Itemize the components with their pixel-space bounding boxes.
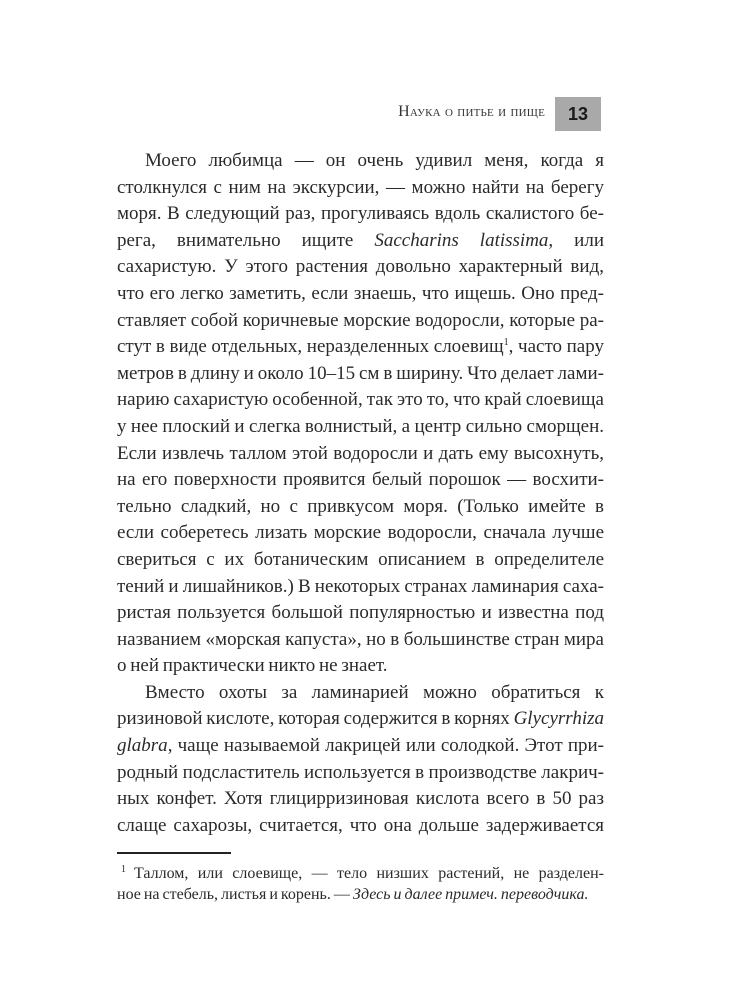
text-line: [117, 882, 604, 907]
text-segment: свериться с их ботаническим описанием в определителе: [117, 548, 604, 570]
italic-text: Здесь и далее примеч. переводчика.: [352, 886, 589, 903]
text-line: [117, 281, 604, 308]
text-segment: Таллом, или слоевище, — тело низших растений, не разделен-: [134, 865, 604, 882]
text-segment: , или: [548, 229, 604, 251]
text-segment: на его поверхности проявится белый порошок — восхити-: [117, 469, 604, 491]
italic-text: glabra: [117, 735, 168, 757]
text-segment: моря. В следующий раз, прогуливаясь вдоль скалистого бе-: [117, 203, 604, 225]
text-line: [117, 653, 604, 680]
text-line: [117, 467, 604, 494]
running-title: Наука о питье и пище: [398, 103, 545, 120]
text-line: [117, 627, 604, 654]
text-segment: слаще сахарозы, считается, что она дольше задерживается: [117, 814, 604, 836]
page-number: 13: [555, 97, 601, 131]
text-segment: что его легко заметить, если знаешь, что ищешь. Оно пред-: [117, 282, 604, 304]
text-segment: стут в виде отдельных, неразделенных слоевищ: [117, 336, 504, 358]
text-line: [117, 494, 604, 521]
text-line: [117, 308, 604, 335]
text-segment: Вместо охоты за ламинарией можно обратиться к: [145, 681, 604, 703]
text-line: [117, 361, 604, 388]
text-segment: Если извлечь таллом этой водоросли и дать ему высохнуть,: [117, 442, 604, 464]
text-segment: названием «морская капуста», но в большинстве стран мира: [117, 628, 604, 650]
text-line: [117, 441, 604, 468]
text-segment: , чаще называемой лакрицей или солодкой. Этот при-: [167, 735, 604, 757]
text-line: [117, 857, 604, 882]
text-line: [117, 706, 604, 733]
text-segment: тельно сладкий, но с привкусом моря. (Только имейте в: [117, 495, 604, 517]
text-segment: сахаристую. У этого растения довольно характерный вид,: [117, 256, 604, 278]
footnote-marker: 1: [121, 864, 126, 875]
text-line: [117, 786, 604, 813]
text-line: [117, 387, 604, 414]
text-segment: ных конфет. Хотя глицирризиновая кислота всего в 50 раз: [117, 788, 604, 810]
text-segment: ное на стебель, листья и корень. —: [117, 886, 353, 903]
italic-text: Glycyrrhiza: [513, 708, 604, 730]
text-line: [117, 547, 604, 574]
text-line: [117, 733, 604, 760]
text-line: [117, 760, 604, 787]
text-line: [117, 201, 604, 228]
text-line: [117, 228, 604, 255]
text-segment: , часто пару: [508, 336, 604, 358]
text-segment: метров в длину и около 10–15 см в ширину. Что делает лами-: [117, 362, 604, 384]
text-segment: ставляет собой коричневые морские водоросли, которые ра-: [117, 309, 604, 331]
text-segment: столкнулся с ним на экскурсии, — можно найти на берегу: [117, 176, 604, 198]
text-segment: если соберетесь лизать морские водоросли, сначала лучше: [117, 522, 604, 544]
text-segment: ристая пользуется большой популярностью и известна под: [117, 602, 604, 624]
text-line: [117, 520, 604, 547]
text-line: [117, 574, 604, 601]
footnote-ref: 1: [503, 337, 509, 349]
footnote-divider: [117, 852, 231, 854]
italic-text: Saccharins latissima: [374, 229, 549, 251]
text-segment: о ней практически никто не знает.: [117, 655, 388, 677]
text-line: [117, 148, 604, 175]
text-line: [117, 600, 604, 627]
text-line: [117, 680, 604, 707]
text-segment: родный подсластитель используется в производстве лакрич-: [117, 761, 604, 783]
text-line: [117, 175, 604, 202]
text-segment: нарию сахаристую особенной, так это то, что край слоевища: [117, 389, 604, 411]
text-segment: ризиновой кислоте, которая содержится в корнях: [117, 708, 514, 730]
text-segment: рега, внимательно ищите: [117, 229, 375, 251]
text-segment: Моего любимца — он очень удивил меня, когда я: [145, 150, 604, 171]
footnote: [117, 857, 604, 907]
text-line: [117, 254, 604, 281]
text-line: [117, 414, 604, 441]
text-line: [117, 334, 604, 361]
text-segment: тений и лишайников.) В некоторых странах ламинария саха-: [117, 575, 604, 597]
text-line: [117, 813, 604, 840]
body-text: [117, 148, 604, 839]
text-segment: у нее плоский и слегка волнистый, а центр сильно сморщен.: [117, 415, 604, 437]
